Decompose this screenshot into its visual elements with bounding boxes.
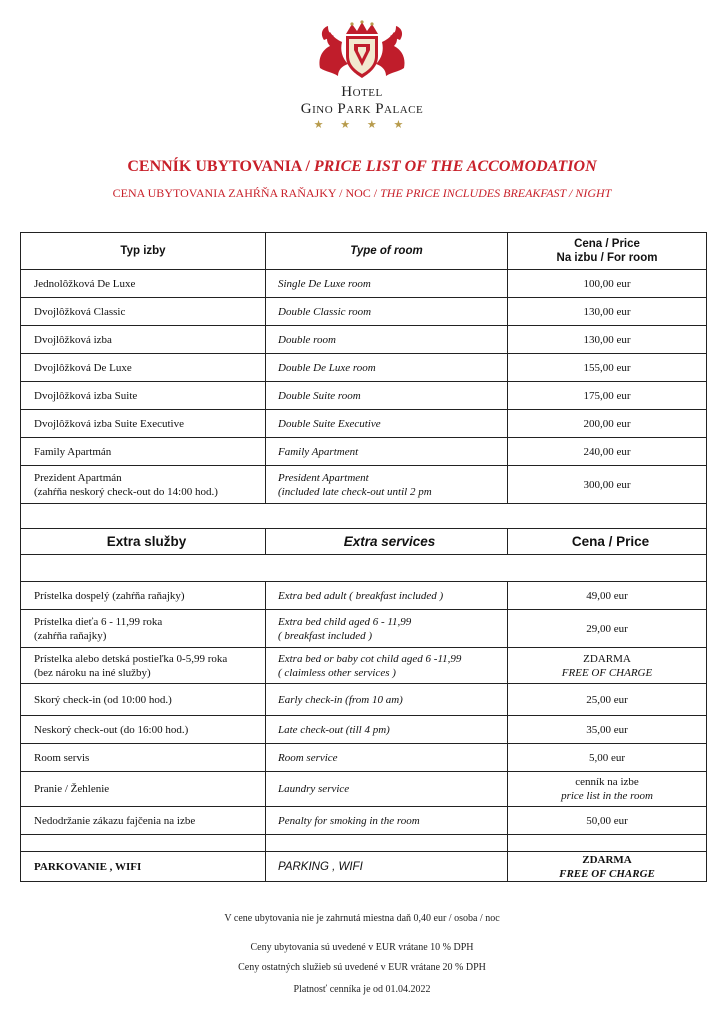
room-name-sk	[21, 466, 266, 504]
room-price: 155,00 eur	[508, 354, 707, 382]
room-name-en-line2: (included late check-out until 2 pm	[278, 485, 432, 498]
title-sk: CENNÍK UBYTOVANIA /	[127, 158, 314, 175]
room-name-en: Family Apartment	[266, 438, 508, 466]
extra-name-en-line2: ( claimless other services )	[278, 666, 396, 679]
extra-price: 5,00 eur	[508, 744, 707, 772]
page-title	[0, 158, 724, 176]
room-name-sk: Dvojlôžková Classic	[21, 298, 266, 326]
extra-name-en: Early check-in (from 10 am)	[266, 684, 508, 716]
table-row	[21, 298, 707, 326]
col-header-extras-sk: Extra služby	[21, 529, 266, 555]
room-name-en: Double Suite room	[266, 382, 508, 410]
extra-name-sk-line2: (zahŕňa raňajky)	[34, 629, 107, 642]
room-name-sk: Jednolôžková De Luxe	[21, 270, 266, 298]
table-row	[21, 582, 707, 610]
table-row	[21, 326, 707, 354]
col-header-price-line1: Cena / Price	[574, 238, 640, 250]
rooms-header-row	[21, 233, 707, 270]
table-row	[21, 270, 707, 298]
parking-name-en: PARKING , WIFI	[266, 852, 508, 882]
extra-name-sk-line2: (bez nároku na iné služby)	[34, 666, 151, 679]
spacer-row	[21, 835, 707, 852]
extra-name-en-line1: Extra bed child aged 6 - 11,99	[278, 615, 412, 628]
extra-price-line2: FREE OF CHARGE	[561, 666, 653, 679]
extra-price: 25,00 eur	[508, 684, 707, 716]
extra-price	[508, 648, 707, 684]
footer-note-vat-services: Ceny ostatných služieb sú uvedené v EUR vrátane 20 % DPH	[238, 962, 486, 973]
room-name-en: Double Suite Executive	[266, 410, 508, 438]
room-price: 100,00 eur	[508, 270, 707, 298]
table-row	[21, 438, 707, 466]
extra-name-en: Laundry service	[266, 772, 508, 807]
extra-price: 49,00 eur	[508, 582, 707, 610]
room-name-sk-line2: (zahŕňa neskorý check-out do 14:00 hod.)	[34, 485, 218, 498]
extra-name-sk: Skorý check-in (od 10:00 hod.)	[21, 684, 266, 716]
spacer-cell	[21, 555, 707, 582]
extra-name-sk	[21, 648, 266, 684]
hotel-logo	[312, 20, 412, 82]
extra-name-en: Late check-out (till 4 pm)	[266, 716, 508, 744]
room-name-sk: Dvojlôžková izba Suite Executive	[21, 410, 266, 438]
extra-name-sk: Nedodržanie zákazu fajčenia na izbe	[21, 807, 266, 835]
table-row	[21, 382, 707, 410]
room-name-sk-line1: Prezident Apartmán	[34, 471, 122, 484]
extra-price: 50,00 eur	[508, 807, 707, 835]
parking-price	[508, 852, 707, 882]
extras-header-row	[21, 529, 707, 555]
spacer-cell	[508, 835, 707, 852]
subtitle-sk: CENA UBYTOVANIA ZAHŔŇA RAŇAJKY / NOC /	[112, 186, 381, 200]
table-row	[21, 410, 707, 438]
room-name-en: Single De Luxe room	[266, 270, 508, 298]
extra-name-sk: Neskorý check-out (do 16:00 hod.)	[21, 716, 266, 744]
footer-note-tax: V cene ubytovania nie je zahrnutá miestna daň 0,40 eur / osoba / noc	[224, 913, 500, 924]
hotel-name-line1: Hotel	[341, 84, 383, 100]
room-name-en	[266, 466, 508, 504]
col-header-price-line2: Na izbu / For room	[556, 252, 658, 264]
extra-price-line1: ZDARMA	[583, 652, 631, 665]
room-price: 130,00 eur	[508, 298, 707, 326]
extra-name-sk: Pranie / Žehlenie	[21, 772, 266, 807]
extra-price	[508, 772, 707, 807]
table-row	[21, 744, 707, 772]
col-header-extras-price: Cena / Price	[508, 529, 707, 555]
table-row	[21, 648, 707, 684]
title-en: PRICE LIST OF THE ACCOMODATION	[313, 158, 597, 175]
table-row	[21, 807, 707, 835]
extra-price-line2: price list in the room	[561, 790, 653, 802]
parking-price-line1: ZDARMA	[582, 853, 632, 866]
room-name-en-line1: President Apartment	[278, 471, 369, 484]
room-price: 200,00 eur	[508, 410, 707, 438]
hotel-name-line2: Gino Park Palace	[300, 101, 424, 117]
table-row	[21, 852, 707, 882]
parking-name-sk: PARKOVANIE , WIFI	[21, 852, 266, 882]
footer-note-vat-rooms: Ceny ubytovania sú uvedené v EUR vrátane 10 % DPH	[250, 942, 474, 953]
col-header-room-type-sk: Typ izby	[21, 233, 266, 270]
spacer-row	[21, 504, 707, 529]
room-price: 130,00 eur	[508, 326, 707, 354]
room-name-sk: Dvojlôžková izba	[21, 326, 266, 354]
table-row	[21, 684, 707, 716]
spacer-cell	[21, 504, 707, 529]
col-header-extras-en: Extra services	[266, 529, 508, 555]
extra-price: 35,00 eur	[508, 716, 707, 744]
extra-name-en: Penalty for smoking in the room	[266, 807, 508, 835]
price-table	[20, 232, 707, 882]
room-price: 300,00 eur	[508, 466, 707, 504]
room-name-en: Double room	[266, 326, 508, 354]
extra-name-sk-line1: Prístelka alebo detská postieľka 0-5,99 roka	[34, 652, 228, 665]
extra-price-line1: cenník na izbe	[575, 776, 639, 788]
extra-name-sk	[21, 610, 266, 648]
table-row	[21, 354, 707, 382]
room-name-en: Double Classic room	[266, 298, 508, 326]
extra-name-sk: Prístelka dospelý (zahŕňa raňajky)	[21, 582, 266, 610]
subtitle-en: THE PRICE INCLUDES BREAKFAST / NIGHT	[380, 186, 612, 200]
extra-name-sk: Room servis	[21, 744, 266, 772]
room-name-en: Double De Luxe room	[266, 354, 508, 382]
spacer-row	[21, 555, 707, 582]
footer-note-validity: Platnosť cenníka je od 01.04.2022	[293, 984, 431, 995]
extra-name-en: Extra bed adult ( breakfast included )	[266, 582, 508, 610]
room-name-sk: Family Apartmán	[21, 438, 266, 466]
table-row	[21, 466, 707, 504]
table-row	[21, 772, 707, 807]
parking-price-line2: FREE OF CHARGE	[559, 867, 655, 880]
extra-price: 29,00 eur	[508, 610, 707, 648]
spacer-cell	[266, 835, 508, 852]
extra-name-sk-line1: Prístelka dieťa 6 - 11,99 roka	[34, 615, 163, 628]
extra-name-en	[266, 610, 508, 648]
table-row	[21, 716, 707, 744]
page-subtitle	[0, 186, 724, 201]
rating-stars: ★ ★ ★ ★	[313, 119, 411, 131]
room-name-sk: Dvojlôžková De Luxe	[21, 354, 266, 382]
spacer-cell	[21, 835, 266, 852]
col-header-room-type-en: Type of room	[266, 233, 508, 270]
extra-name-en-line2: ( breakfast included )	[278, 629, 372, 642]
col-header-price	[508, 233, 707, 270]
room-price: 240,00 eur	[508, 438, 707, 466]
extra-name-en-line1: Extra bed or baby cot child aged 6 -11,99	[278, 652, 462, 665]
room-name-sk: Dvojlôžková izba Suite	[21, 382, 266, 410]
room-price: 175,00 eur	[508, 382, 707, 410]
extra-name-en	[266, 648, 508, 684]
extra-name-en: Room service	[266, 744, 508, 772]
table-row	[21, 610, 707, 648]
